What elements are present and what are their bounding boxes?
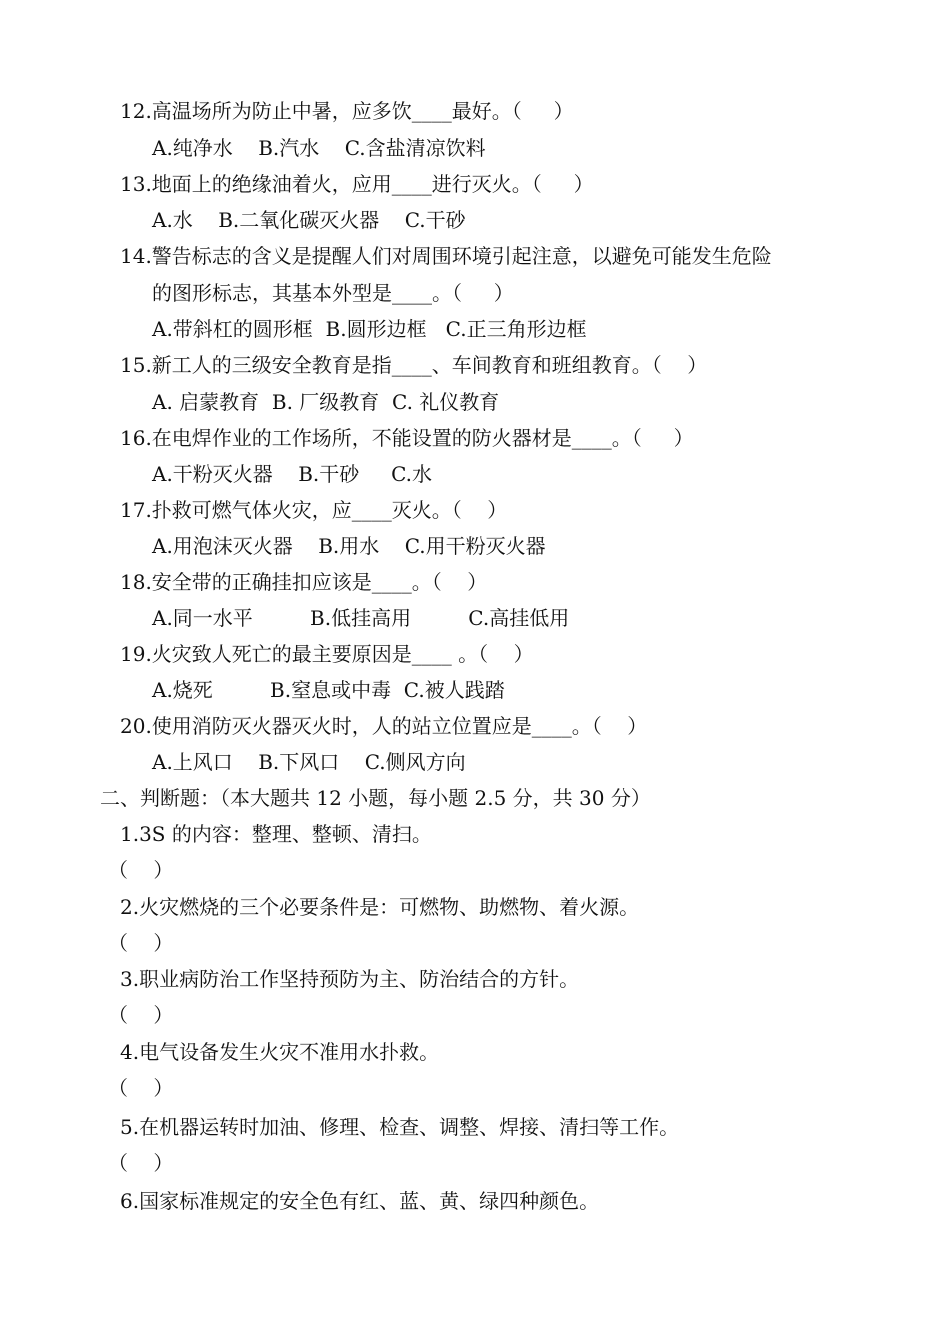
judge-item-3: 3.职业病防治工作坚持预防为主、防治结合的方针。 [120, 967, 580, 991]
question-17-options: A.用泡沫灭火器 B.用水 C.用干粉灭火器 [152, 534, 546, 558]
question-17: 17.扑救可燃气体火灾，应____灭火。（ ） [120, 498, 508, 522]
judge-item-1: 1.3S 的内容：整理、整顿、清扫。 [120, 822, 432, 846]
judge-item-6: 6.国家标准规定的安全色有红、蓝、黄、绿四种颜色。 [120, 1189, 600, 1213]
question-12-options: A.纯净水 B.汽水 C.含盐清凉饮料 [152, 136, 486, 160]
question-20-options: A.上风口 B.下风口 C.侧风方向 [152, 750, 466, 774]
question-19: 19.火灾致人死亡的最主要原因是____ 。（ ） [120, 642, 534, 666]
question-14-continued: 的图形标志，其基本外型是____。（ ） [152, 281, 514, 305]
judge-answer-4: （ ） [108, 1076, 174, 1100]
question-14: 14.警告标志的含义是提醒人们对周围环境引起注意，以避免可能发生危险 [120, 244, 772, 268]
question-13-options: A.水 B.二氧化碳灭火器 C.干砂 [152, 208, 466, 232]
question-15-options: A. 启蒙教育 B. 厂级教育 C. 礼仪教育 [152, 390, 500, 414]
question-13: 13.地面上的绝缘油着火，应用____进行灭火。（ ） [120, 172, 594, 196]
judge-answer-3: （ ） [108, 1003, 174, 1027]
question-16: 16.在电焊作业的工作场所，不能设置的防火器材是____。（ ） [120, 426, 694, 450]
question-18: 18.安全带的正确挂扣应该是____。（ ） [120, 570, 488, 594]
judge-answer-2: （ ） [108, 931, 174, 955]
question-19-options: A.烧死 B.窒息或中毒 C.被人践踏 [152, 678, 505, 702]
judge-item-5: 5.在机器运转时加油、修理、检查、调整、焊接、清扫等工作。 [120, 1115, 680, 1139]
question-14-options: A.带斜杠的圆形框 B.圆形边框 C.正三角形边框 [152, 317, 587, 341]
question-20: 20.使用消防灭火器灭火时，人的站立位置应是____。（ ） [120, 714, 648, 738]
judge-item-2: 2.火灾燃烧的三个必要条件是：可燃物、助燃物、着火源。 [120, 895, 640, 919]
question-18-options: A.同一水平 B.低挂高用 C.高挂低用 [152, 606, 570, 630]
question-12: 12.高温场所为防止中暑，应多饮____最好。（ ） [120, 99, 574, 123]
judge-answer-1: （ ） [108, 858, 174, 882]
question-15: 15.新工人的三级安全教育是指____、车间教育和班组教育。（ ） [120, 353, 708, 377]
section-title-judgment: 二、判断题：（本大题共 12 小题，每小题 2.5 分，共 30 分） [100, 786, 651, 810]
question-16-options: A.干粉灭火器 B.干砂 C.水 [152, 462, 433, 486]
judge-answer-5: （ ） [108, 1151, 174, 1175]
judge-item-4: 4.电气设备发生火灾不准用水扑救。 [120, 1040, 440, 1064]
